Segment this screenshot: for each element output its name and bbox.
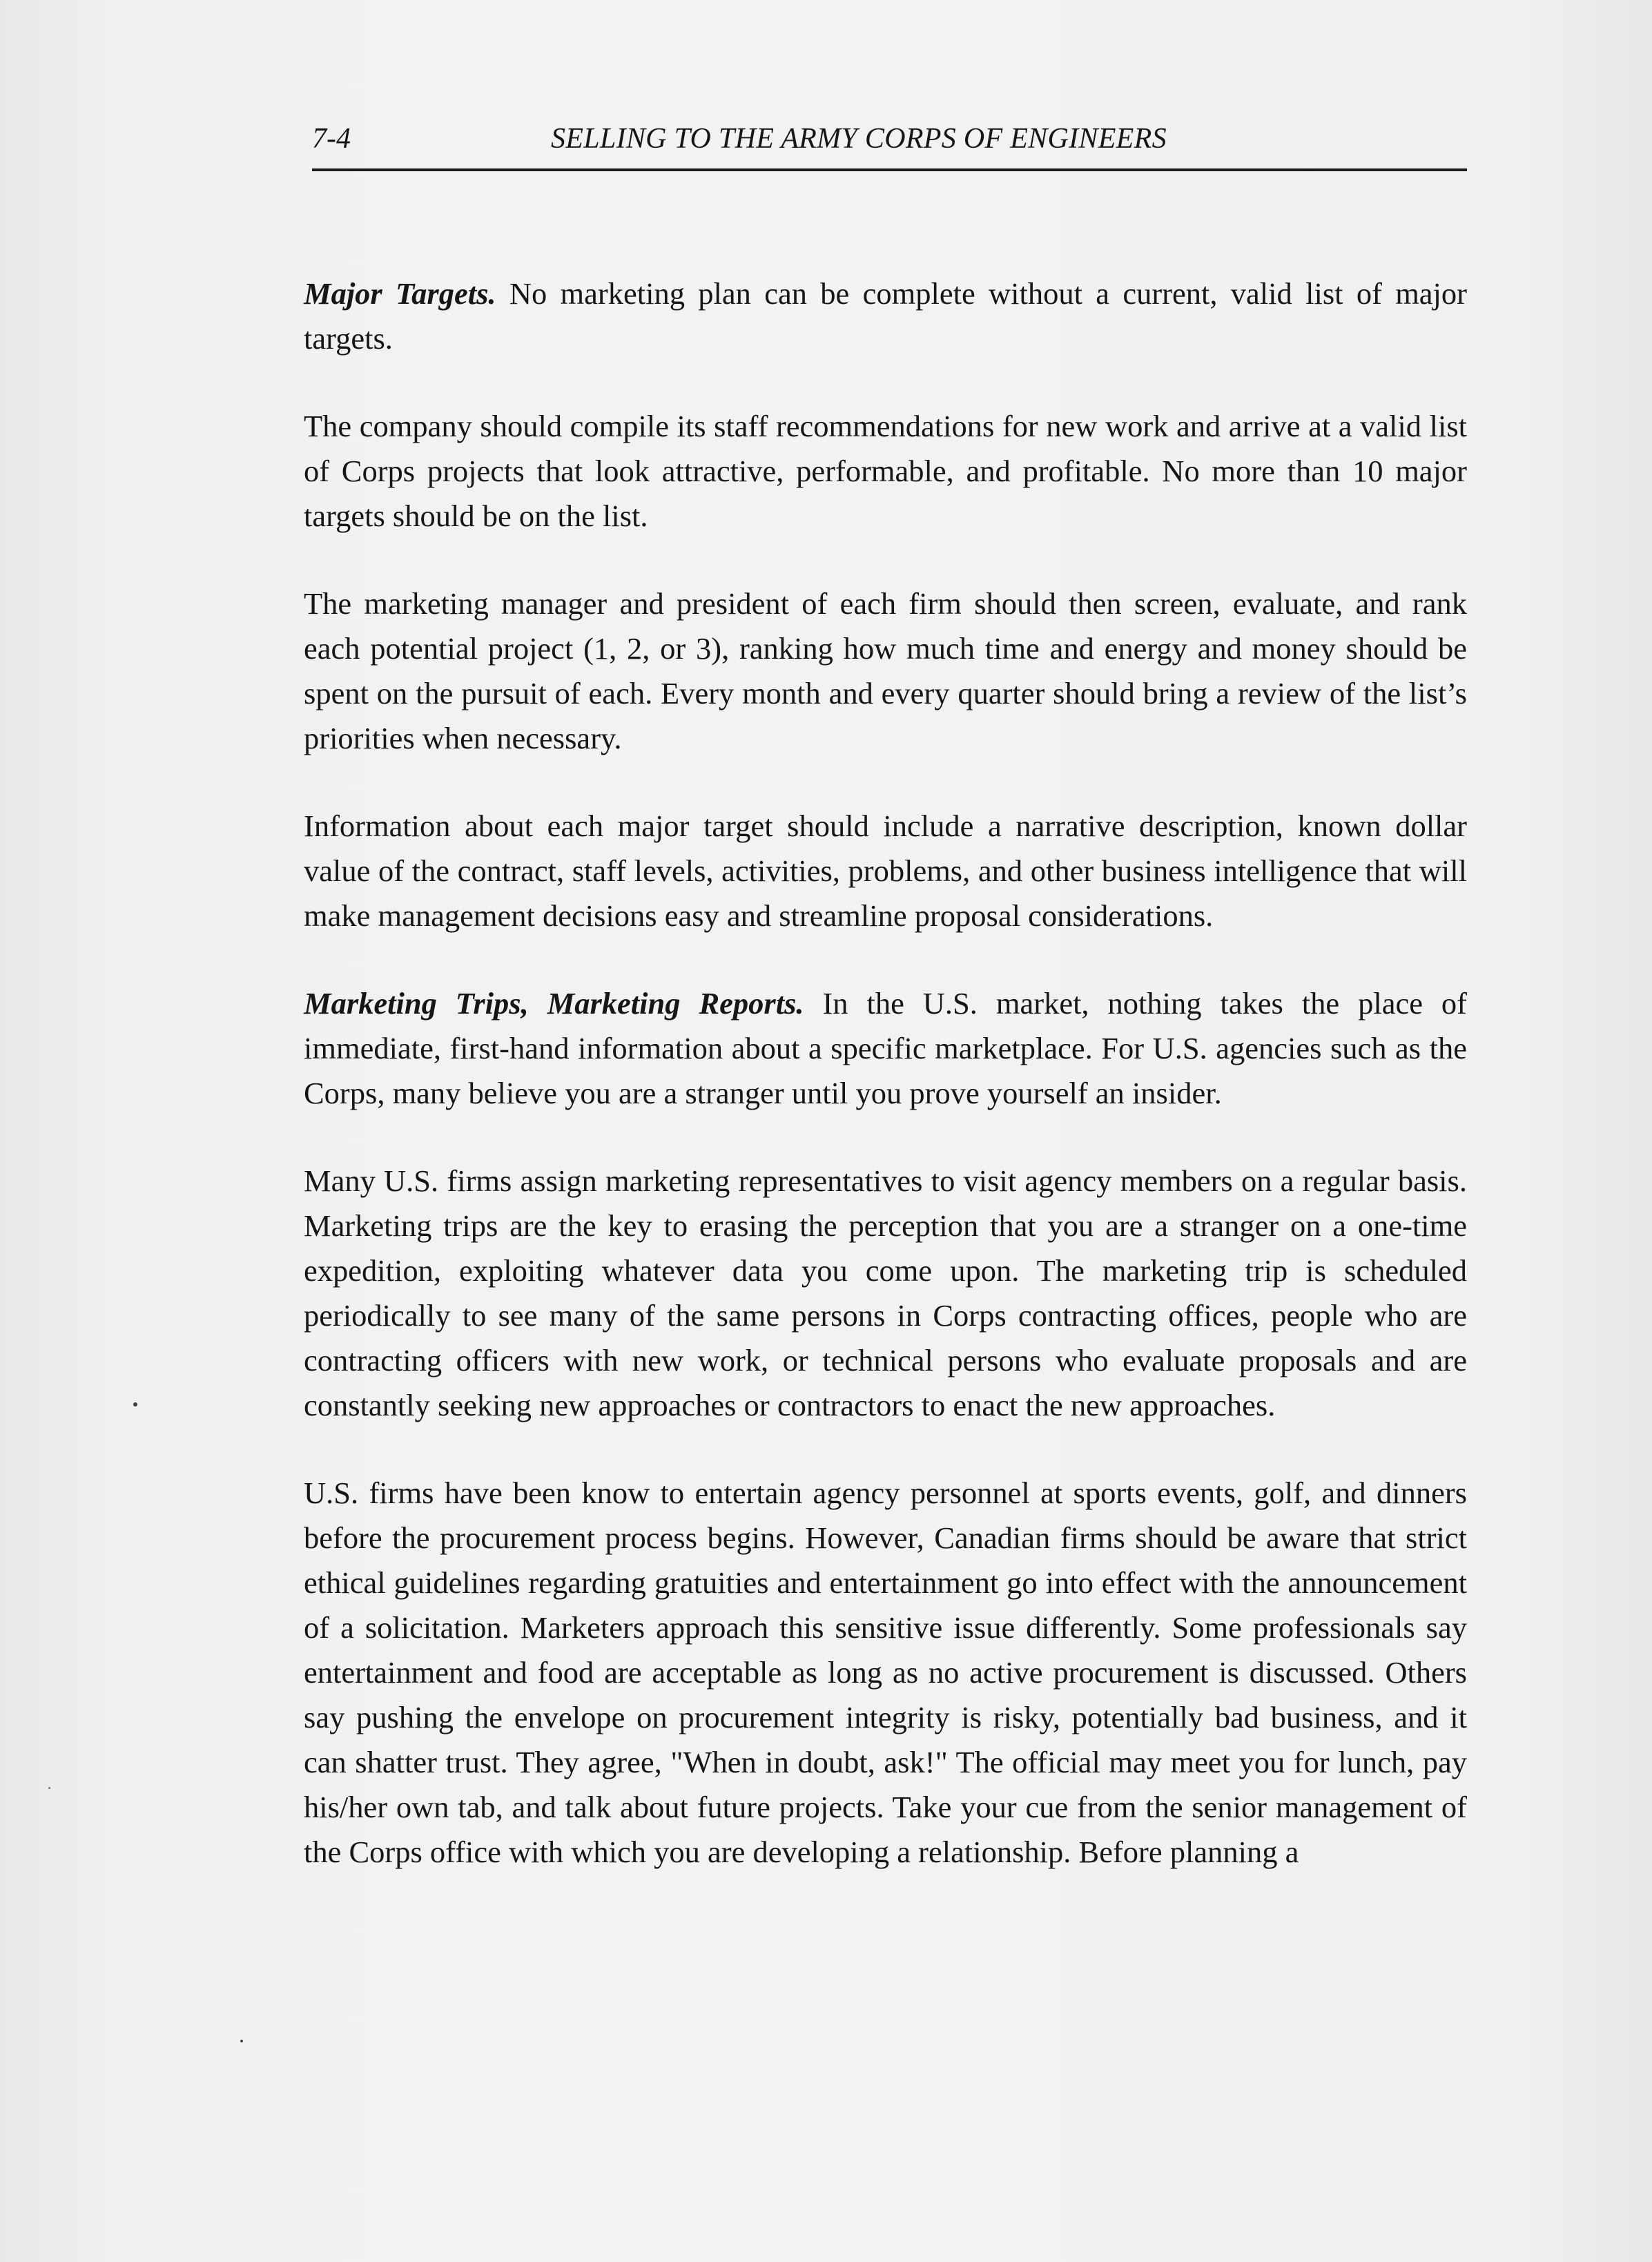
paragraph: [304, 1159, 1467, 1428]
page-header: [312, 122, 1467, 171]
scan-speck: [240, 2040, 243, 2042]
paragraph-marketing-trips: [304, 981, 1467, 1116]
paragraph-text: No marketing plan can be complete without a current, valid list of major targets.: [304, 276, 1467, 356]
paragraph-text: The marketing manager and president of each firm should then screen, evaluate, and rank each potential project (1, 2, or 3), ranking how much time and energy and money should be spent on the pursuit of each. Every month and every quarter should bring a review of the list’s priorities when necessary.: [304, 586, 1467, 755]
paragraph-text: Information about each major target should include a narrative description, known dollar value of the contract, staff levels, activities, problems, and other business intelligence that will make management decisions easy and streamline proposal considerations.: [304, 809, 1467, 933]
paragraph: [304, 404, 1467, 539]
paragraph-text: The company should compile its staff recommendations for new work and arrive at a valid list of Corps projects that look attractive, performable, and profitable. No more than 10 major targets should be on the list.: [304, 409, 1467, 533]
paragraph: [304, 1471, 1467, 1875]
running-title: SELLING TO THE ARMY CORPS OF ENGINEERS: [551, 123, 1167, 155]
scan-speck: [133, 1402, 137, 1406]
page-number: 7-4: [312, 123, 351, 155]
paragraph-text: U.S. firms have been know to entertain agency personnel at sports events, golf, and dinners before the procurement process begins. However, Canadian firms should be aware that strict ethical guidelines regarding gratuities and entertainment go into effect with the announcement of a solicitation. Marketers approach this sensitive issue differently. Some professionals say entertainment and food are acceptable as long as no active procurement is discussed. Others say pushing the envelope on procurement integrity is risky, potentially bad business, and it can shatter trust. They agree, "When in doubt, ask!" The official may meet you for lunch, pay his/her own tab, and talk about future projects. Take your cue from the senior management of the Corps office with which you are developing a relationship. Before planning a: [304, 1476, 1467, 1869]
paragraph: [304, 804, 1467, 938]
paragraph-text: In the U.S. market, nothing takes the place of immediate, first-hand information about a specific marketplace. For U.S. agencies such as the Corps, many believe you are a stranger until you prove yourself an insider.: [304, 986, 1467, 1110]
paragraph-lead: Major Targets.: [304, 276, 496, 311]
body-text: [304, 271, 1467, 1875]
scan-speck: [48, 1787, 50, 1789]
paragraph-major-targets: [304, 271, 1467, 361]
paragraph: [304, 581, 1467, 761]
paragraph-lead: Marketing Trips, Marketing Reports.: [304, 986, 804, 1021]
paragraph-text: Many U.S. firms assign marketing representatives to visit agency members on a regular basis. Marketing trips are the key to erasing the perception that you are a stranger on a one-time expedition, exploiting whatever data you come upon. The marketing trip is scheduled periodically to see many of the same persons in Corps contracting offices, people who are contracting officers with new work, or technical persons who evaluate proposals and are constantly seeking new approaches or contractors to enact the new approaches.: [304, 1163, 1467, 1422]
